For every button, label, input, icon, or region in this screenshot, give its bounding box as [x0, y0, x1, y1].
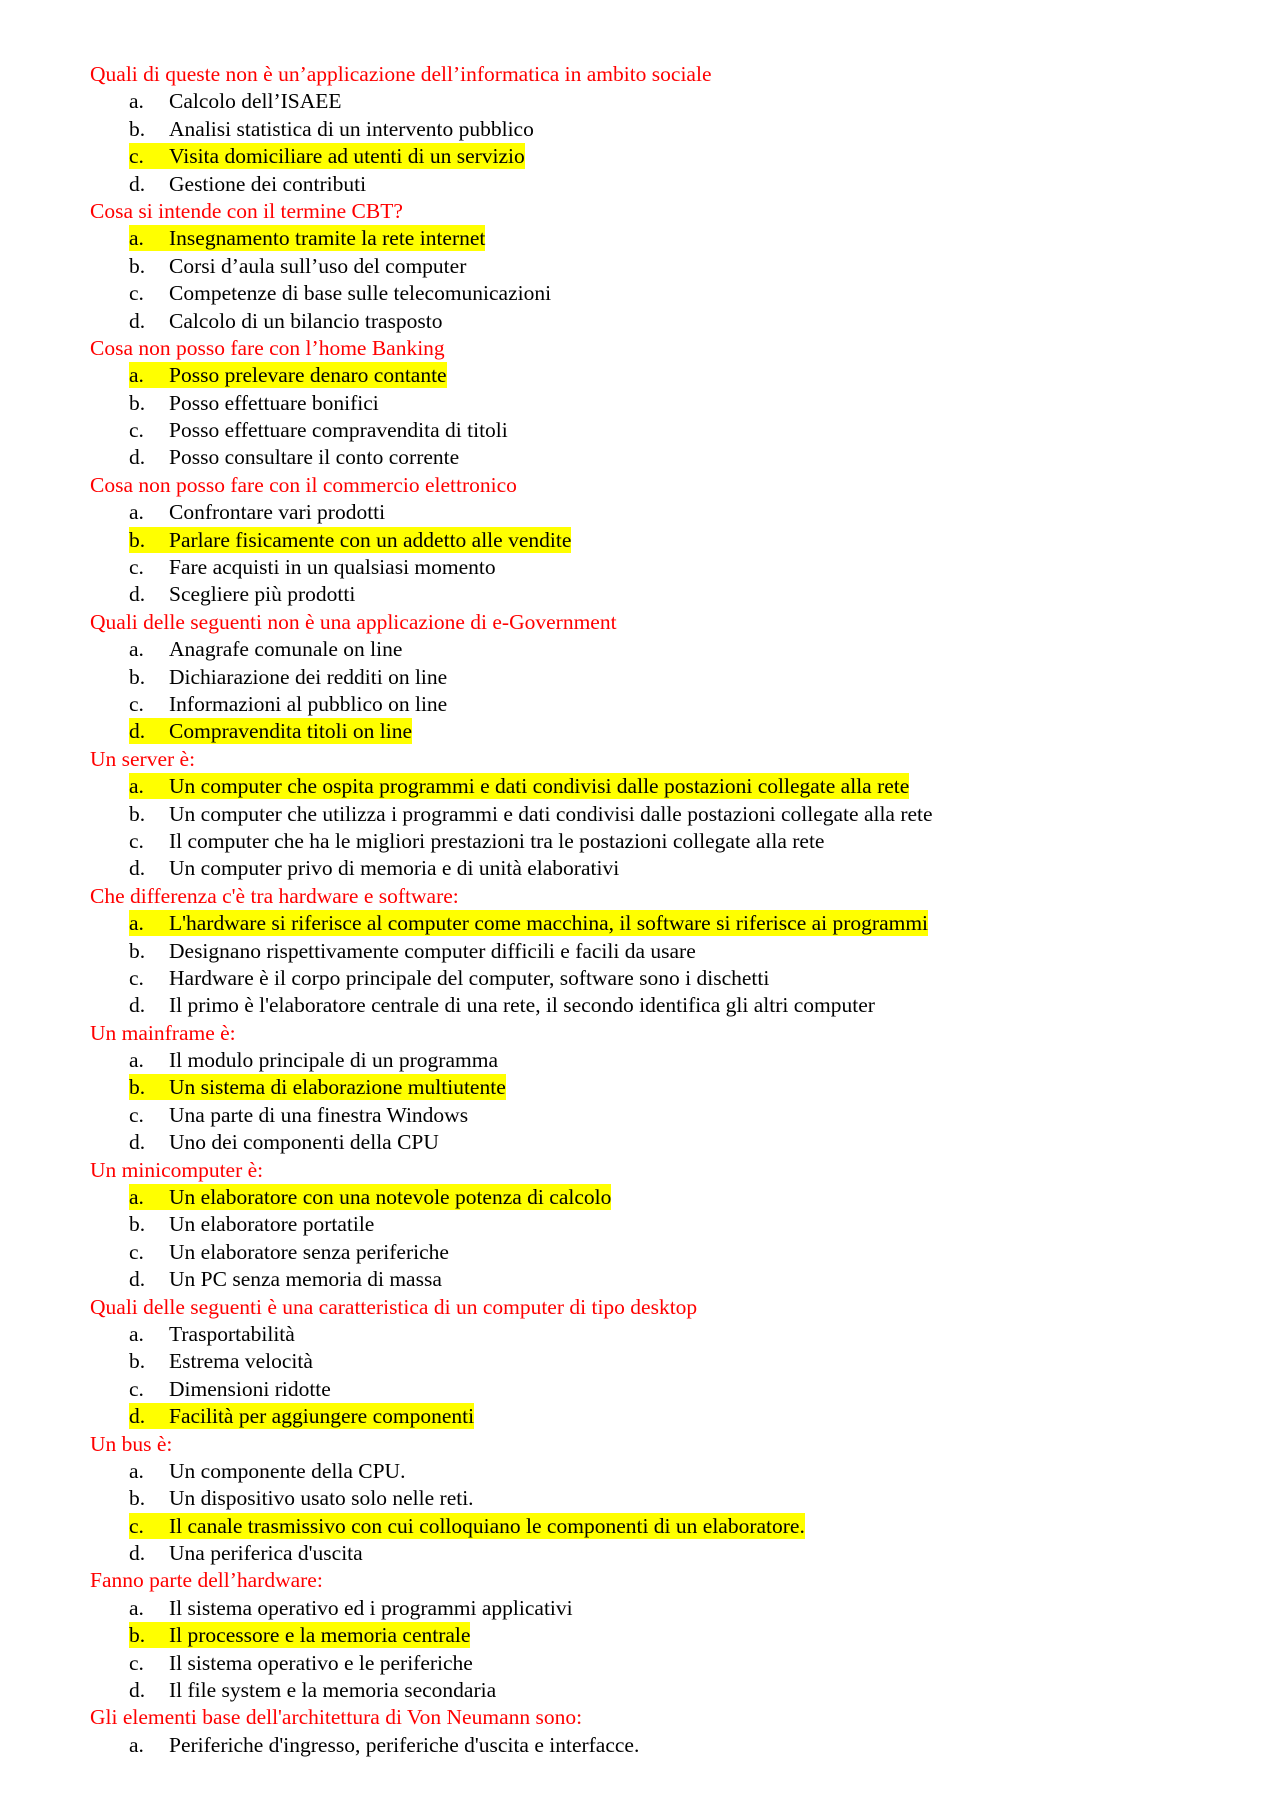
answer-option — [90, 554, 1210, 581]
option-text: Competenze di base sulle telecomunicazioni — [169, 281, 552, 306]
option-text: Parlare fisicamente con un addetto alle vendite — [169, 527, 572, 552]
answer-option — [90, 1047, 1210, 1074]
option-text: Posso effettuare bonifici — [169, 390, 379, 415]
option-text: Scegliere più prodotti — [169, 582, 356, 607]
option-letter: b. — [129, 1349, 146, 1374]
answer-option-correct — [90, 527, 1210, 554]
highlighted-answer — [129, 1622, 470, 1648]
answer-option — [90, 1485, 1210, 1512]
question-block — [90, 472, 1210, 609]
answer-line — [129, 1211, 374, 1237]
answer-option — [90, 992, 1210, 1019]
answer-option — [90, 499, 1210, 526]
answer-list — [90, 773, 1210, 883]
question-text: Quali delle seguenti non è una applicazione di e-Government — [90, 609, 617, 634]
answer-option — [90, 1239, 1210, 1266]
quiz-document — [90, 61, 1210, 1759]
option-letter: d. — [129, 1541, 146, 1566]
answer-option — [90, 390, 1210, 417]
option-text: Compravendita titoli on line — [169, 719, 413, 744]
answer-list — [90, 225, 1210, 335]
question-text: Cosa non posso fare con l’home Banking — [90, 335, 445, 360]
answer-line — [129, 1348, 313, 1374]
option-letter: a. — [129, 637, 144, 662]
answer-line — [129, 938, 696, 964]
answer-line — [129, 1266, 442, 1292]
answer-line — [129, 1540, 363, 1566]
answer-list — [90, 1321, 1210, 1431]
option-text: Un computer che ospita programmi e dati condivisi dalle postazioni collegate alla rete — [169, 774, 910, 799]
option-letter: c. — [129, 1376, 144, 1401]
answer-line — [129, 444, 459, 470]
answer-option-correct — [90, 1513, 1210, 1540]
question-text: Quali delle seguenti è una caratteristica di un computer di tipo desktop — [90, 1294, 698, 1319]
option-letter: d. — [129, 308, 146, 333]
question-block — [90, 1294, 1210, 1431]
option-letter: b. — [129, 664, 146, 689]
question-block — [90, 1431, 1210, 1568]
answer-list — [90, 1458, 1210, 1568]
answer-option — [90, 417, 1210, 444]
answer-option — [90, 691, 1210, 718]
answer-line — [129, 636, 402, 662]
answer-option-correct — [90, 1622, 1210, 1649]
answer-list — [90, 1047, 1210, 1157]
answer-option — [90, 636, 1210, 663]
answer-option — [90, 171, 1210, 198]
answer-option — [90, 1129, 1210, 1156]
highlighted-answer — [129, 1403, 474, 1429]
answer-option — [90, 581, 1210, 608]
option-text: Il sistema operativo e le periferiche — [169, 1650, 473, 1675]
option-text: Estrema velocità — [169, 1349, 313, 1374]
option-letter: c. — [129, 691, 144, 716]
option-text: Informazioni al pubblico on line — [169, 691, 448, 716]
question-block — [90, 1020, 1210, 1157]
answer-line — [129, 1650, 473, 1676]
option-letter: a. — [129, 774, 144, 799]
answer-option-correct — [90, 718, 1210, 745]
answer-list — [90, 499, 1210, 609]
option-letter: c. — [129, 1102, 144, 1127]
answer-option — [90, 828, 1210, 855]
option-letter: c. — [129, 1650, 144, 1675]
answer-option — [90, 280, 1210, 307]
option-letter: d. — [129, 445, 146, 470]
option-text: Corsi d’aula sull’uso del computer — [169, 253, 467, 278]
option-text: Un elaboratore con una notevole potenza di calcolo — [169, 1185, 612, 1210]
answer-line — [129, 1732, 639, 1758]
answer-option — [90, 965, 1210, 992]
option-letter: d. — [129, 171, 146, 196]
question-text: Un bus è: — [90, 1431, 173, 1456]
answer-option — [90, 1595, 1210, 1622]
option-letter: b. — [129, 801, 146, 826]
answer-line — [129, 1458, 405, 1484]
answer-line — [129, 581, 355, 607]
option-text: Visita domiciliare ad utenti di un servizio — [169, 144, 525, 169]
answer-option — [90, 1376, 1210, 1403]
option-text: Il processore e la memoria centrale — [169, 1623, 471, 1648]
option-letter: b. — [129, 938, 146, 963]
option-text: Il sistema operativo ed i programmi applicativi — [169, 1595, 573, 1620]
question-text: Cosa non posso fare con il commercio elettronico — [90, 472, 517, 497]
option-letter: a. — [129, 363, 144, 388]
option-letter: a. — [129, 1185, 144, 1210]
answer-line — [129, 828, 824, 854]
highlighted-answer — [129, 143, 525, 169]
option-letter: a. — [129, 1048, 144, 1073]
answer-line — [129, 88, 342, 114]
answer-line — [129, 280, 551, 306]
option-text: Dimensioni ridotte — [169, 1376, 331, 1401]
option-text: Trasportabilità — [169, 1321, 295, 1346]
answer-line — [129, 253, 466, 279]
option-text: Posso effettuare compravendita di titoli — [169, 418, 508, 443]
option-text: Un elaboratore senza periferiche — [169, 1239, 449, 1264]
answer-option — [90, 88, 1210, 115]
option-text: Facilità per aggiungere componenti — [169, 1404, 475, 1429]
option-text: Il modulo principale di un programma — [169, 1048, 498, 1073]
answer-line — [129, 1677, 496, 1703]
answer-line — [129, 855, 619, 881]
answer-option — [90, 1458, 1210, 1485]
option-text: Anagrafe comunale on line — [169, 637, 403, 662]
highlighted-answer — [129, 362, 447, 388]
option-text: Una periferica d'uscita — [169, 1541, 363, 1566]
option-text: Analisi statistica di un intervento pubblico — [169, 116, 534, 141]
answer-option — [90, 1211, 1210, 1238]
answer-option — [90, 116, 1210, 143]
question-text: Fanno parte dell’hardware: — [90, 1568, 323, 1593]
option-letter: d. — [129, 1404, 146, 1429]
answer-line — [129, 308, 443, 334]
highlighted-answer — [129, 225, 485, 251]
option-letter: d. — [129, 719, 146, 744]
answer-option — [90, 1348, 1210, 1375]
answer-option — [90, 308, 1210, 335]
question-block — [90, 746, 1210, 883]
question-text: Gli elementi base dell'architettura di Von Neumann sono: — [90, 1705, 583, 1730]
question-text: Cosa si intende con il termine CBT? — [90, 198, 403, 223]
option-text: Hardware è il corpo principale del computer, software sono i dischetti — [169, 965, 770, 990]
answer-option-correct — [90, 143, 1210, 170]
question-text: Quali di queste non è un’applicazione dell’informatica in ambito sociale — [90, 62, 712, 86]
answer-option — [90, 253, 1210, 280]
highlighted-answer — [129, 910, 928, 936]
highlighted-answer — [129, 527, 571, 553]
option-text: Il primo è l'elaboratore centrale di una rete, il secondo identifica gli altri computer — [169, 993, 875, 1018]
answer-option — [90, 1677, 1210, 1704]
answer-line — [129, 1485, 474, 1511]
answer-line — [129, 664, 447, 690]
option-letter: b. — [129, 116, 146, 141]
question-block — [90, 883, 1210, 1020]
option-text: Posso prelevare denaro contante — [169, 363, 447, 388]
question-block — [90, 1157, 1210, 1294]
option-letter: c. — [129, 828, 144, 853]
question-text: Che differenza c'è tra hardware e software: — [90, 883, 459, 908]
option-letter: b. — [129, 1212, 146, 1237]
answer-line — [129, 1102, 468, 1128]
question-block — [90, 609, 1210, 746]
highlighted-answer — [129, 1513, 805, 1539]
option-text: Un componente della CPU. — [169, 1458, 406, 1483]
answer-option — [90, 1266, 1210, 1293]
option-text: Il canale trasmissivo con cui colloquiano le componenti di un elaboratore. — [169, 1513, 805, 1538]
option-letter: b. — [129, 1486, 146, 1511]
answer-list — [90, 1184, 1210, 1294]
answer-line — [129, 1595, 573, 1621]
option-text: Un computer privo di memoria e di unità elaborativi — [169, 856, 620, 881]
option-letter: a. — [129, 1732, 144, 1757]
question-text: Un mainframe è: — [90, 1020, 236, 1045]
option-text: Periferiche d'ingresso, periferiche d'uscita e interfacce. — [169, 1732, 640, 1757]
option-letter: b. — [129, 1623, 146, 1648]
option-text: Fare acquisti in un qualsiasi momento — [169, 555, 496, 580]
answer-option-correct — [90, 225, 1210, 252]
option-text: Calcolo dell’ISAEE — [169, 89, 342, 114]
answer-option-correct — [90, 910, 1210, 937]
highlighted-answer — [129, 718, 412, 744]
option-text: Il computer che ha le migliori prestazioni tra le postazioni collegate alla rete — [169, 828, 825, 853]
answer-line — [129, 1376, 331, 1402]
option-text: Dichiarazione dei redditi on line — [169, 664, 448, 689]
answer-line — [129, 499, 385, 525]
option-letter: a. — [129, 1595, 144, 1620]
option-letter: d. — [129, 1678, 146, 1703]
answer-option-correct — [90, 362, 1210, 389]
option-letter: b. — [129, 527, 146, 552]
option-text: Uno dei componenti della CPU — [169, 1130, 439, 1155]
answer-list — [90, 910, 1210, 1020]
answer-option — [90, 444, 1210, 471]
option-letter: c. — [129, 418, 144, 443]
option-letter: d. — [129, 993, 146, 1018]
option-text: Un PC senza memoria di massa — [169, 1267, 442, 1292]
answer-option-correct — [90, 1403, 1210, 1430]
option-letter: c. — [129, 965, 144, 990]
option-text: Gestione dei contributi — [169, 171, 367, 196]
option-letter: a. — [129, 1458, 144, 1483]
option-letter: b. — [129, 1075, 146, 1100]
answer-list — [90, 636, 1210, 746]
option-letter: d. — [129, 1267, 146, 1292]
answer-line — [129, 116, 534, 142]
answer-line — [129, 965, 769, 991]
answer-option — [90, 664, 1210, 691]
option-text: Insegnamento tramite la rete internet — [169, 226, 486, 251]
option-text: L'hardware si riferisce al computer come macchina, il software si riferisce ai programmi — [169, 911, 929, 936]
answer-line — [129, 1129, 439, 1155]
answer-option-correct — [90, 773, 1210, 800]
answer-option — [90, 938, 1210, 965]
answer-line — [129, 417, 508, 443]
option-letter: c. — [129, 1239, 144, 1264]
option-text: Calcolo di un bilancio trasposto — [169, 308, 443, 333]
answer-list — [90, 1595, 1210, 1705]
question-block — [90, 1704, 1210, 1759]
option-letter: c. — [129, 281, 144, 306]
option-text: Confrontare vari prodotti — [169, 500, 386, 525]
question-block — [90, 61, 1210, 198]
option-letter: a. — [129, 911, 144, 936]
answer-option — [90, 1650, 1210, 1677]
highlighted-answer — [129, 773, 909, 799]
highlighted-answer — [129, 1074, 506, 1100]
option-letter: b. — [129, 390, 146, 415]
answer-line — [129, 1239, 449, 1265]
answer-line — [129, 554, 496, 580]
answer-line — [129, 992, 875, 1018]
answer-list — [90, 88, 1210, 198]
option-letter: a. — [129, 500, 144, 525]
answer-option — [90, 801, 1210, 828]
option-letter: b. — [129, 253, 146, 278]
answer-option — [90, 1102, 1210, 1129]
answer-option — [90, 1540, 1210, 1567]
option-letter: c. — [129, 1513, 144, 1538]
question-block — [90, 1567, 1210, 1704]
answer-option-correct — [90, 1074, 1210, 1101]
option-letter: d. — [129, 1130, 146, 1155]
answer-line — [129, 390, 379, 416]
option-text: Il file system e la memoria secondaria — [169, 1678, 497, 1703]
question-block — [90, 335, 1210, 472]
option-letter: a. — [129, 1321, 144, 1346]
option-text: Posso consultare il conto corrente — [169, 445, 460, 470]
question-text: Un server è: — [90, 746, 196, 771]
option-text: Designano rispettivamente computer difficili e facili da usare — [169, 938, 696, 963]
option-text: Un sistema di elaborazione multiutente — [169, 1075, 506, 1100]
option-letter: a. — [129, 89, 144, 114]
option-text: Un computer che utilizza i programmi e dati condivisi dalle postazioni collegate alla rete — [169, 801, 933, 826]
option-text: Una parte di una finestra Windows — [169, 1102, 469, 1127]
highlighted-answer — [129, 1184, 611, 1210]
answer-option-correct — [90, 1184, 1210, 1211]
answer-line — [129, 801, 933, 827]
question-text: Un minicomputer è: — [90, 1157, 264, 1182]
option-letter: a. — [129, 226, 144, 251]
option-text: Un dispositivo usato solo nelle reti. — [169, 1486, 474, 1511]
answer-list — [90, 362, 1210, 472]
answer-list — [90, 1732, 1210, 1759]
answer-option — [90, 1732, 1210, 1759]
answer-option — [90, 1321, 1210, 1348]
option-text: Un elaboratore portatile — [169, 1212, 375, 1237]
answer-line — [129, 171, 366, 197]
answer-line — [129, 1321, 295, 1347]
option-letter: c. — [129, 555, 144, 580]
answer-line — [129, 691, 447, 717]
option-letter: d. — [129, 582, 146, 607]
answer-option — [90, 855, 1210, 882]
option-letter: c. — [129, 144, 144, 169]
question-block — [90, 198, 1210, 335]
option-letter: d. — [129, 856, 146, 881]
answer-line — [129, 1047, 498, 1073]
